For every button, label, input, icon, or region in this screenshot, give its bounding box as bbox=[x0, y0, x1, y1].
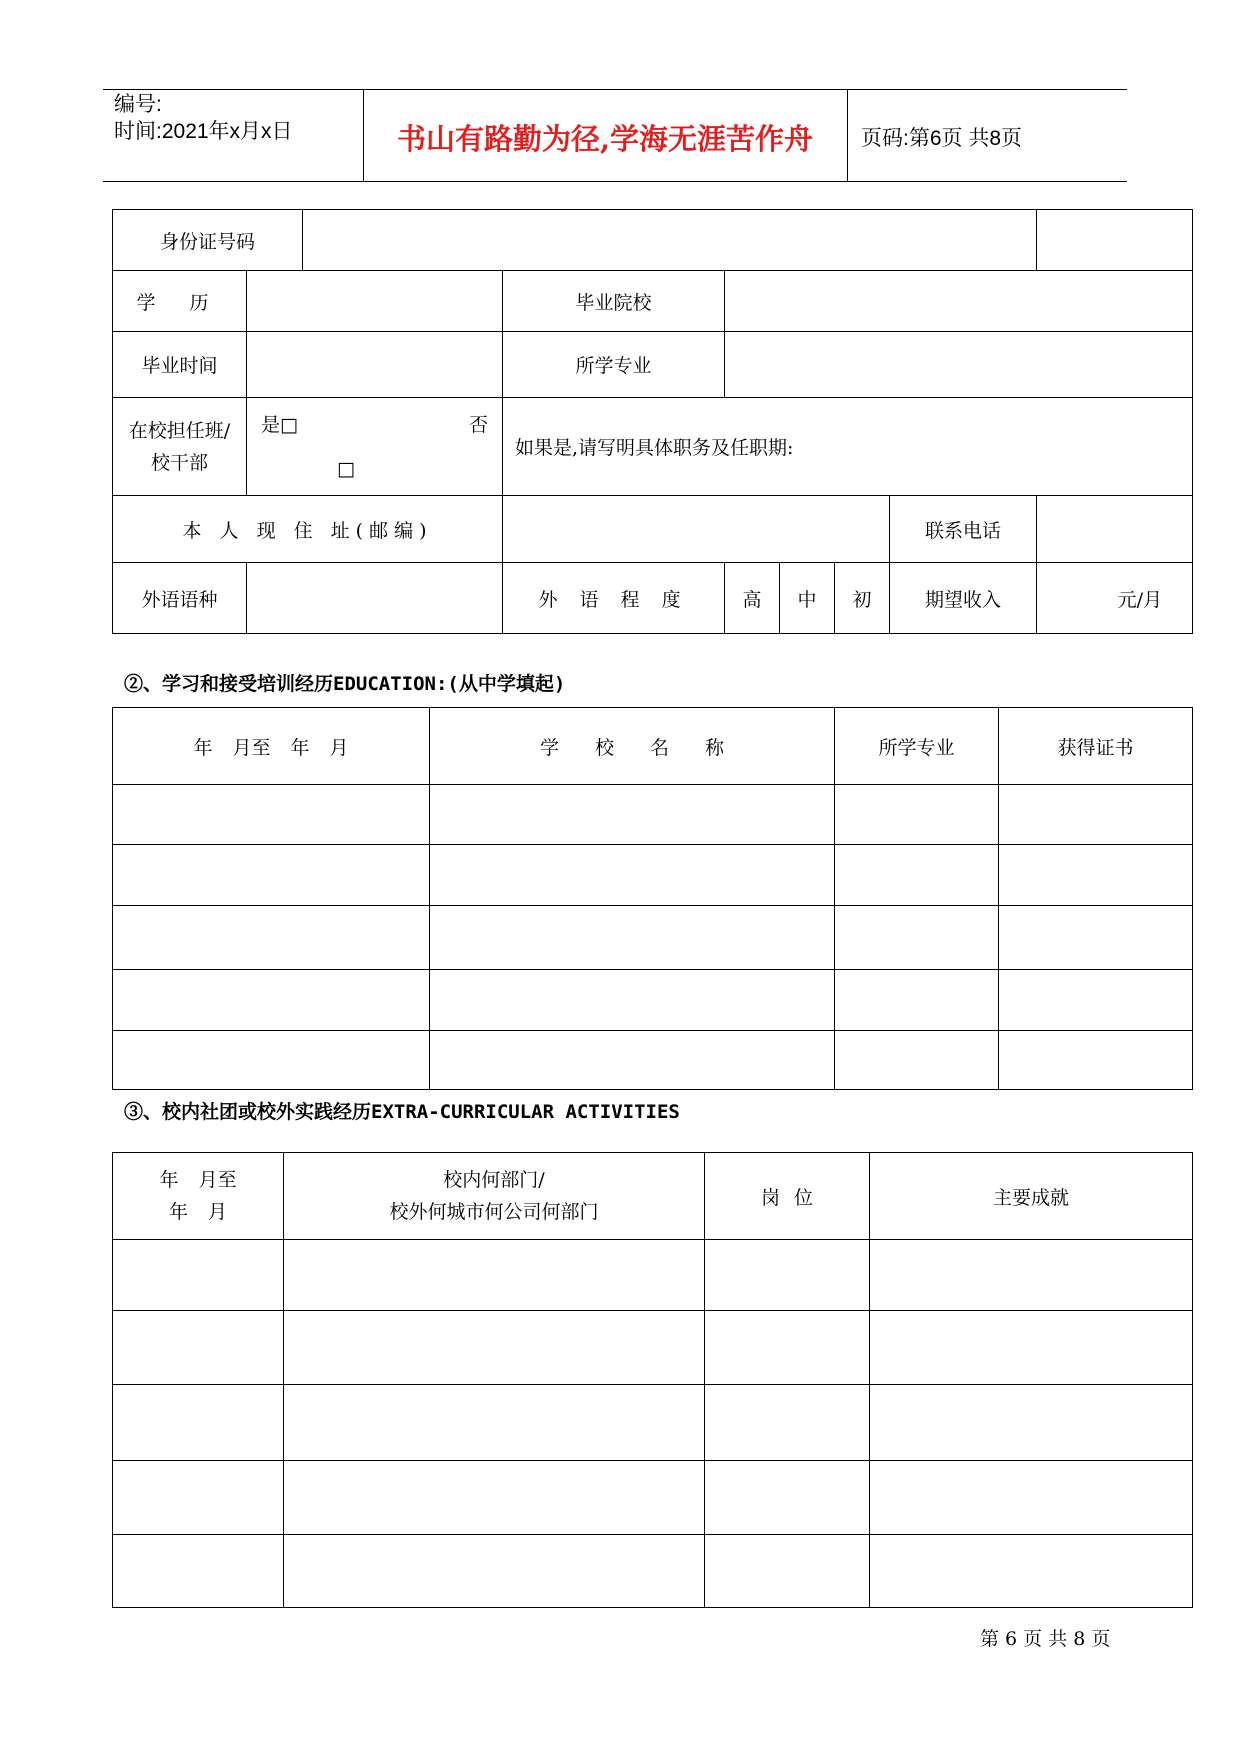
act-cell[interactable] bbox=[284, 1535, 705, 1608]
edu-header-period: 年 月至 年 月 bbox=[113, 708, 430, 785]
act-cell[interactable] bbox=[284, 1461, 705, 1535]
act-cell[interactable] bbox=[705, 1535, 870, 1608]
edu-cell[interactable] bbox=[113, 1031, 430, 1090]
header-bottom-rule bbox=[103, 181, 1127, 182]
act-cell[interactable] bbox=[284, 1240, 705, 1311]
language-level-label: 外 语 程 度 bbox=[503, 563, 725, 634]
expected-salary-label: 期望收入 bbox=[890, 563, 1037, 634]
education-table bbox=[112, 707, 1193, 1090]
act-header-period-line2: 年 月 bbox=[168, 1201, 228, 1223]
id-number-label: 身份证号码 bbox=[113, 210, 303, 271]
edu-cell[interactable] bbox=[430, 970, 835, 1031]
act-header-period-line1: 年 月至 bbox=[159, 1169, 237, 1191]
address-field[interactable] bbox=[503, 496, 890, 563]
address-label: 本 人 现 住 址(邮编) bbox=[113, 496, 503, 563]
act-cell[interactable] bbox=[870, 1311, 1193, 1385]
edu-cell[interactable] bbox=[113, 970, 430, 1031]
act-header-achievement: 主要成就 bbox=[870, 1153, 1193, 1240]
edu-cell[interactable] bbox=[430, 1031, 835, 1090]
act-cell[interactable] bbox=[870, 1385, 1193, 1461]
act-cell[interactable] bbox=[113, 1461, 284, 1535]
act-header-organization bbox=[284, 1153, 705, 1240]
act-cell[interactable] bbox=[113, 1535, 284, 1608]
education-field[interactable] bbox=[247, 271, 503, 332]
act-cell[interactable] bbox=[705, 1240, 870, 1311]
edu-cell[interactable] bbox=[999, 845, 1193, 906]
act-header-period bbox=[113, 1153, 284, 1240]
act-header-org-line1: 校内何部门/ bbox=[443, 1169, 545, 1191]
cadre-yes-checkbox[interactable]: 是□ bbox=[261, 414, 298, 436]
id-number-field[interactable] bbox=[303, 210, 1037, 271]
education-section-title: ②、学习和接受培训经历EDUCATION:(从中学填起) bbox=[124, 673, 566, 695]
activities-section-title: ③、校内社团或校外实践经历EXTRA-CURRICULAR ACTIVITIES bbox=[124, 1101, 680, 1123]
major-field[interactable] bbox=[725, 332, 1193, 398]
edu-cell[interactable] bbox=[835, 906, 999, 970]
footer-page-number: 第 6 页 共 8 页 bbox=[980, 1628, 1111, 1650]
foreign-language-field[interactable] bbox=[247, 563, 503, 634]
major-label: 所学专业 bbox=[503, 332, 725, 398]
level-high-option[interactable]: 高 bbox=[725, 563, 780, 634]
edu-header-major: 所学专业 bbox=[835, 708, 999, 785]
header-page-info: 页码:第6页 共8页 bbox=[861, 127, 1023, 150]
header-divider-right bbox=[847, 89, 848, 181]
document-time-label: 时间:2021年x月x日 bbox=[114, 120, 293, 143]
edu-cell[interactable] bbox=[430, 785, 835, 845]
expected-salary-field[interactable]: 元/月 bbox=[1037, 563, 1193, 634]
header-divider-left bbox=[363, 89, 364, 181]
edu-cell[interactable] bbox=[999, 970, 1193, 1031]
edu-cell[interactable] bbox=[835, 785, 999, 845]
cadre-no-label: 否 bbox=[469, 414, 489, 436]
act-cell[interactable] bbox=[113, 1385, 284, 1461]
edu-cell[interactable] bbox=[113, 906, 430, 970]
act-cell[interactable] bbox=[705, 1311, 870, 1385]
header-top-rule bbox=[103, 89, 1127, 90]
header-motto: 书山有路勤为径,学海无涯苦作舟 bbox=[396, 122, 814, 156]
graduate-school-label: 毕业院校 bbox=[503, 271, 725, 332]
cadre-prompt: 如果是,请写明具体职务及任职期: bbox=[503, 398, 1193, 496]
education-label: 学 历 bbox=[113, 271, 247, 332]
edu-cell[interactable] bbox=[113, 845, 430, 906]
edu-cell[interactable] bbox=[999, 906, 1193, 970]
phone-field[interactable] bbox=[1037, 496, 1193, 563]
personal-info-table bbox=[112, 209, 1193, 634]
foreign-language-label: 外语语种 bbox=[113, 563, 247, 634]
document-number-label: 编号: bbox=[114, 93, 162, 116]
edu-cell[interactable] bbox=[430, 845, 835, 906]
edu-cell[interactable] bbox=[835, 1031, 999, 1090]
graduate-school-field[interactable] bbox=[725, 271, 1193, 332]
act-cell[interactable] bbox=[705, 1461, 870, 1535]
act-cell[interactable] bbox=[113, 1311, 284, 1385]
edu-cell[interactable] bbox=[999, 785, 1193, 845]
act-cell[interactable] bbox=[870, 1240, 1193, 1311]
act-cell[interactable] bbox=[870, 1535, 1193, 1608]
edu-cell[interactable] bbox=[113, 785, 430, 845]
act-header-position: 岗 位 bbox=[705, 1153, 870, 1240]
graduation-time-label: 毕业时间 bbox=[113, 332, 247, 398]
cadre-label: 在校担任班/校干部 bbox=[113, 398, 247, 496]
edu-cell[interactable] bbox=[999, 1031, 1193, 1090]
edu-cell[interactable] bbox=[835, 845, 999, 906]
level-mid-option[interactable]: 中 bbox=[780, 563, 835, 634]
act-cell[interactable] bbox=[705, 1385, 870, 1461]
cadre-choice-cell bbox=[247, 398, 503, 496]
graduation-time-field[interactable] bbox=[247, 332, 503, 398]
edu-cell[interactable] bbox=[835, 970, 999, 1031]
edu-cell[interactable] bbox=[430, 906, 835, 970]
edu-header-school: 学 校 名 称 bbox=[430, 708, 835, 785]
act-header-org-line2: 校外何城市何公司何部门 bbox=[389, 1201, 599, 1223]
id-extra-field[interactable] bbox=[1037, 210, 1193, 271]
level-low-option[interactable]: 初 bbox=[835, 563, 890, 634]
phone-label: 联系电话 bbox=[890, 496, 1037, 563]
act-cell[interactable] bbox=[284, 1385, 705, 1461]
activities-table bbox=[112, 1152, 1193, 1608]
cadre-no-checkbox[interactable]: □ bbox=[337, 458, 355, 480]
act-cell[interactable] bbox=[284, 1311, 705, 1385]
edu-header-certificate: 获得证书 bbox=[999, 708, 1193, 785]
act-cell[interactable] bbox=[113, 1240, 284, 1311]
act-cell[interactable] bbox=[870, 1461, 1193, 1535]
